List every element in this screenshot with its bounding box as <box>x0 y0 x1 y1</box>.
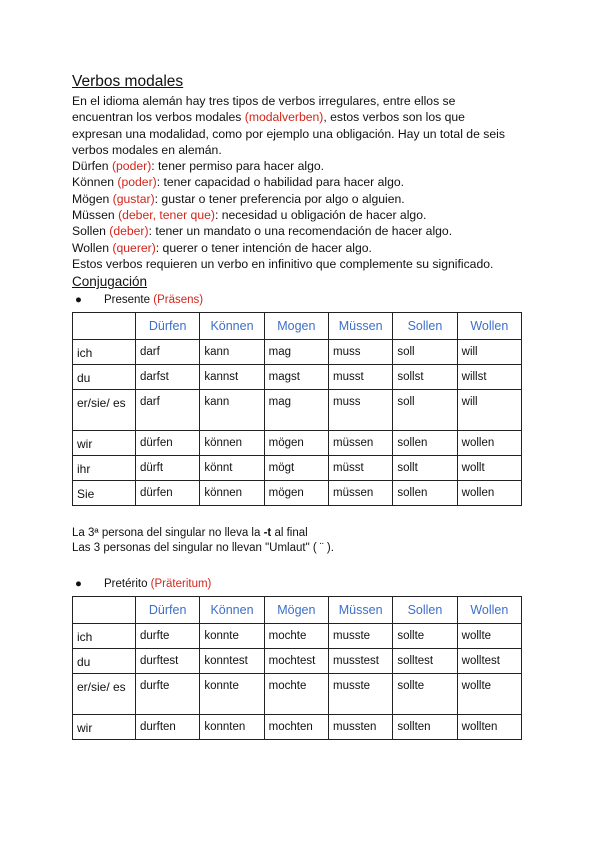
pronoun-cell: du <box>73 365 136 390</box>
note-1 <box>72 526 532 541</box>
table-row <box>73 481 522 506</box>
table-cell: wollte <box>457 624 521 649</box>
verb-translation: (deber) <box>109 224 149 239</box>
table-cell: konnten <box>200 715 264 740</box>
present-label-term: (Präsens) <box>153 294 204 307</box>
verb-description: : necesidad u obligación de hacer algo. <box>214 208 427 223</box>
pronoun-cell: wir <box>73 431 136 456</box>
table-row <box>73 456 522 481</box>
table-cell: kannst <box>200 365 264 390</box>
past-label <box>90 578 211 590</box>
table-cell: sollten <box>393 715 457 740</box>
pronoun-cell: wir <box>73 715 136 740</box>
table-header-cell: Wollen <box>457 597 521 624</box>
present-bullet <box>72 292 532 308</box>
table-cell: konnte <box>200 624 264 649</box>
table-cell: durftest <box>136 649 200 674</box>
verb-line <box>72 158 532 174</box>
table-cell: wollt <box>457 456 521 481</box>
table-cell: musste <box>328 674 392 715</box>
intro-line-2 <box>72 109 532 125</box>
verb-translation: (poder) <box>117 175 157 190</box>
table-cell: mögt <box>264 456 328 481</box>
table-cell: dürft <box>136 456 200 481</box>
table-cell: mochte <box>264 624 328 649</box>
intro-text: encuentran los verbos modales <box>72 110 245 125</box>
verb-description: : tener permiso para hacer algo. <box>151 159 325 174</box>
table-cell: mögen <box>264 431 328 456</box>
table-cell: will <box>457 390 521 431</box>
table-cell: musst <box>328 365 392 390</box>
table-cell: soll <box>393 340 457 365</box>
table-cell: könnt <box>200 456 264 481</box>
table-header-cell: Dürfen <box>136 313 200 340</box>
verb-list <box>72 158 532 256</box>
table-header-cell <box>73 597 136 624</box>
table-cell: wollen <box>457 431 521 456</box>
verb-description: : tener un mandato o una recomendación de hacer algo. <box>148 224 453 239</box>
table-cell: musste <box>328 624 392 649</box>
past-table <box>72 596 522 740</box>
table-row <box>73 649 522 674</box>
table-row <box>73 390 522 431</box>
table-row <box>73 715 522 740</box>
table-cell: darfst <box>136 365 200 390</box>
table-cell: konnte <box>200 674 264 715</box>
table-header-row <box>73 597 522 624</box>
pronoun-cell: Sie <box>73 481 136 506</box>
present-table <box>72 312 522 506</box>
table-cell: können <box>200 481 264 506</box>
pronoun-cell: ich <box>73 340 136 365</box>
past-label-text: Pretérito <box>104 578 151 591</box>
pronoun-cell: er/sie/ es <box>73 390 136 431</box>
intro-text: , estos verbos son los que <box>323 110 465 125</box>
intro-line-4: verbos modales en alemán. <box>72 142 222 157</box>
verb-translation: (gustar) <box>112 191 155 206</box>
pronoun-cell: ihr <box>73 456 136 481</box>
table-cell: wolltest <box>457 649 521 674</box>
pronoun-cell: er/sie/ es <box>73 674 136 715</box>
table-header-cell: Mögen <box>264 597 328 624</box>
table-cell: wollten <box>457 715 521 740</box>
note-bold: -t <box>263 527 272 540</box>
document-title: Verbos modales <box>72 73 184 90</box>
table-cell: durfte <box>136 674 200 715</box>
table-cell: sollte <box>393 674 457 715</box>
table-cell: muss <box>328 390 392 431</box>
table-header-row <box>73 313 522 340</box>
table-cell: magst <box>264 365 328 390</box>
verb-line <box>72 223 532 239</box>
table-cell: können <box>200 431 264 456</box>
table-cell: müssen <box>328 481 392 506</box>
verb-word: Mögen <box>72 191 113 206</box>
table-cell: sollst <box>393 365 457 390</box>
table-cell: kann <box>200 340 264 365</box>
table-cell: mochtest <box>264 649 328 674</box>
table-row <box>73 365 522 390</box>
table-header-cell <box>73 313 136 340</box>
past-bullet <box>72 576 532 592</box>
verb-line <box>72 174 532 190</box>
verb-translation: (querer) <box>112 240 156 255</box>
table-cell: wollen <box>457 481 521 506</box>
verb-description: : querer o tener intención de hacer algo. <box>155 240 372 255</box>
table-header-cell: Können <box>200 597 264 624</box>
verb-line <box>72 240 532 256</box>
table-cell: darf <box>136 390 200 431</box>
intro-line-1: En el idioma alemán hay tres tipos de verbos irregulares, entre ellos se <box>72 94 456 108</box>
table-cell: sollt <box>393 456 457 481</box>
verb-word: Sollen <box>72 224 110 239</box>
table-cell: soll <box>393 390 457 431</box>
verb-translation: (poder) <box>111 159 152 174</box>
closing-line: Estos verbos requieren un verbo en infinitivo que complemente su significado. <box>72 256 494 271</box>
verb-translation: (deber, tener que) <box>118 208 215 223</box>
conjugation-heading: Conjugación <box>72 274 148 290</box>
table-cell: will <box>457 340 521 365</box>
past-label-term: (Präteritum) <box>150 578 212 591</box>
table-cell: mögen <box>264 481 328 506</box>
table-header-cell: Mogen <box>264 313 328 340</box>
table-cell: willst <box>457 365 521 390</box>
table-cell: durfte <box>136 624 200 649</box>
table-cell: sollen <box>393 431 457 456</box>
table-cell: müsst <box>328 456 392 481</box>
table-cell: mag <box>264 340 328 365</box>
table-header-cell: Sollen <box>393 597 457 624</box>
table-cell: müssen <box>328 431 392 456</box>
table-row <box>73 340 522 365</box>
table-cell: sollte <box>393 624 457 649</box>
table-row <box>73 431 522 456</box>
bullet-icon: ● <box>75 578 82 591</box>
present-label <box>90 294 203 306</box>
table-header-cell: Müssen <box>328 313 392 340</box>
verb-line <box>72 191 532 207</box>
table-header-cell: Können <box>200 313 264 340</box>
table-cell: musstest <box>328 649 392 674</box>
intro-line-3: expresan una modalidad, como por ejemplo una obligación. Hay un total de seis <box>72 126 505 141</box>
table-cell: darf <box>136 340 200 365</box>
table-cell: mochte <box>264 674 328 715</box>
table-cell: solltest <box>393 649 457 674</box>
pronoun-cell: ich <box>73 624 136 649</box>
table-cell: kann <box>200 390 264 431</box>
note-text: La 3ª persona del singular no lleva la <box>72 527 264 540</box>
note-text: al final <box>271 527 308 540</box>
table-header-cell: Müssen <box>328 597 392 624</box>
verb-line <box>72 207 532 223</box>
verb-word: Dürfen <box>72 159 112 174</box>
table-cell: dürfen <box>136 431 200 456</box>
table-header-cell: Dürfen <box>136 597 200 624</box>
verb-word: Müssen <box>72 208 119 223</box>
intro-term: (modalverben) <box>244 110 324 125</box>
table-cell: wollte <box>457 674 521 715</box>
verb-word: Wollen <box>72 240 113 255</box>
table-cell: muss <box>328 340 392 365</box>
present-label-text: Presente <box>104 294 154 307</box>
table-cell: mag <box>264 390 328 431</box>
table-cell: mussten <box>328 715 392 740</box>
note-2: Las 3 personas del singular no llevan "Umlaut" ( ¨ ). <box>72 542 334 555</box>
table-header-cell: Wollen <box>457 313 521 340</box>
table-row <box>73 624 522 649</box>
document-page <box>72 72 532 740</box>
table-cell: dürfen <box>136 481 200 506</box>
table-cell: konntest <box>200 649 264 674</box>
pronoun-cell: du <box>73 649 136 674</box>
table-row <box>73 674 522 715</box>
table-cell: durften <box>136 715 200 740</box>
table-cell: mochten <box>264 715 328 740</box>
bullet-icon: ● <box>75 294 82 307</box>
verb-description: : tener capacidad o habilidad para hacer algo. <box>156 175 405 190</box>
verb-word: Können <box>72 175 118 190</box>
verb-description: : gustar o tener preferencia por algo o alguien. <box>154 191 405 206</box>
table-header-cell: Sollen <box>393 313 457 340</box>
table-cell: sollen <box>393 481 457 506</box>
